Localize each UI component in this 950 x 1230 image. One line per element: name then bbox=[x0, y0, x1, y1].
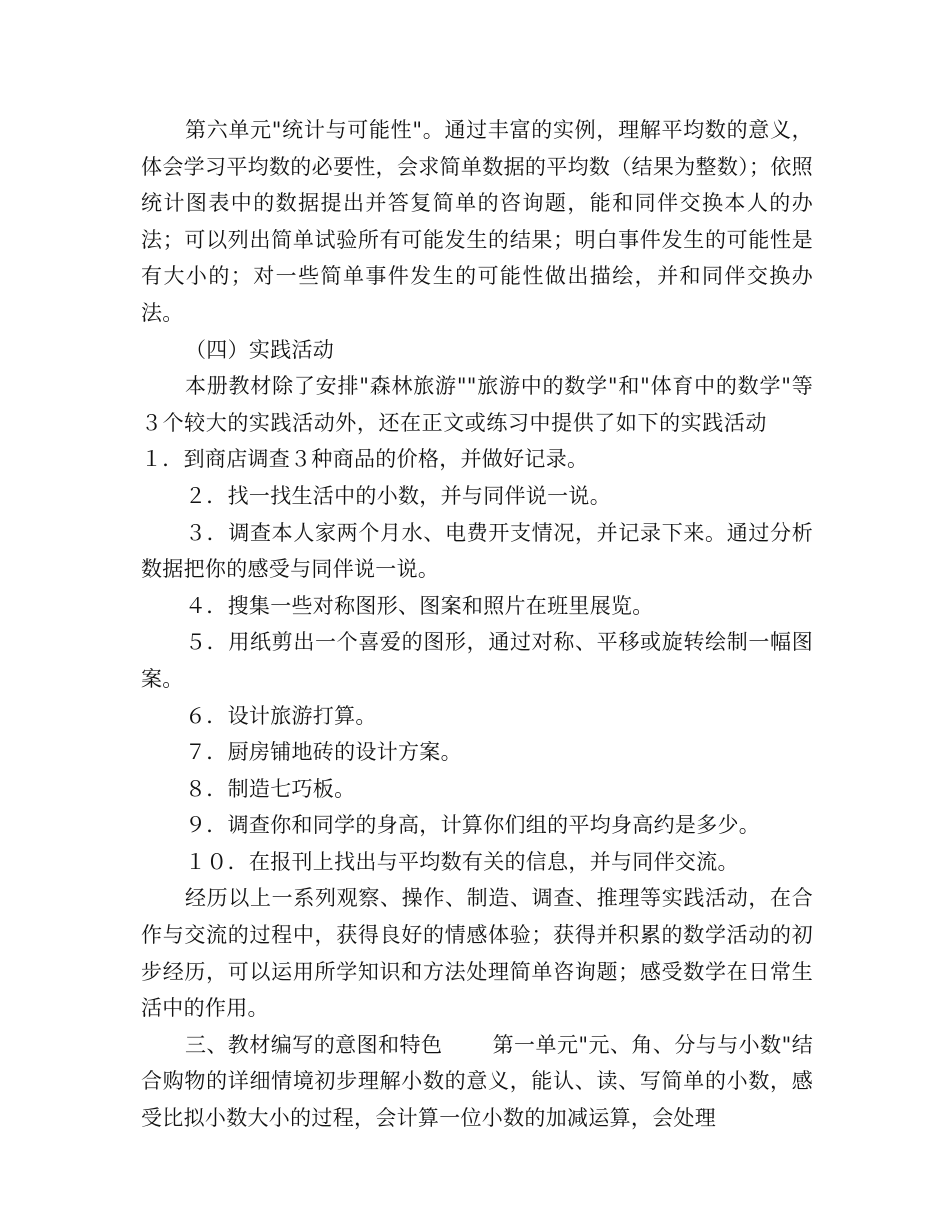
practice-item-10: １０．在报刊上找出与平均数有关的信息，并与同伴交流。 bbox=[185, 849, 739, 874]
paragraph-section-three bbox=[141, 1027, 813, 1137]
practice-item-3: ３．调查本人家两个月水、电费开支情况，并记录下来。通过分析数据把你的感受与同伴说一说。 bbox=[141, 520, 813, 582]
practice-item-5: ５．用纸剪出一个喜爱的图形，通过对称、平移或旋转绘制一幅图案。 bbox=[141, 630, 813, 691]
practice-intro-text: 本册教材除了安排"森林旅游""旅游中的数学"和"体育中的数学"等３个较大的实践活动外，还在正文或练习中提供了如下的实践活动 bbox=[141, 374, 813, 435]
paragraph-unit-one: 第一单元"元、角、分与与小数"结合购物的详细情境初步理解小数的意义，能认、读、写简单的小数，感受比拟小数大小的过程，会计算一位小数的加减运算，会处理 bbox=[141, 1032, 813, 1131]
paragraph-practice-summary: 经历以上一系列观察、操作、制造、调查、推理等实践活动，在合作与交流的过程中，获得良好的情感体验；获得并积累的数学活动的初步经历，可以运用所学知识和方法处理简单咨询题；感受数学在日常生活中的作用。 bbox=[141, 886, 813, 1021]
practice-item-1: １．到商店调查３种商品的价格，并做好记录。 bbox=[141, 447, 589, 472]
document-body bbox=[141, 112, 813, 1137]
paragraph-practice-intro bbox=[141, 368, 813, 478]
practice-item-8: ８．制造七巧板。 bbox=[185, 776, 356, 801]
section-heading-practice-activities: （四）实践活动 bbox=[185, 337, 335, 362]
practice-item-7: ７．厨房铺地砖的设计方案。 bbox=[185, 740, 462, 765]
practice-item-9: ９．调查你和同学的身高，计算你们组的平均身高约是多少。 bbox=[185, 813, 761, 838]
paragraph-statistics-unit: 第六单元"统计与可能性"。通过丰富的实例，理解平均数的意义，体会学习平均数的必要性，会求简单数据的平均数（结果为整数）；依照统计图表中的数据提出并答复简单的咨询题，能和同伴交换本人的办法；可以列出简单试验所有可能发生的结果；明白事件发生的可能性是有大小的；对一些简单事件发生的可能性做出描绘，并和同伴交换办法。 bbox=[141, 118, 813, 325]
practice-item-4: ４．搜集一些对称图形、图案和照片在班里展览。 bbox=[185, 593, 654, 618]
practice-item-6: ６．设计旅游打算。 bbox=[185, 703, 377, 728]
section-heading-textbook-intent: 三、教材编写的意图和特色 bbox=[185, 1032, 443, 1057]
practice-item-2: ２．找一找生活中的小数，并与同伴说一说。 bbox=[185, 483, 611, 508]
